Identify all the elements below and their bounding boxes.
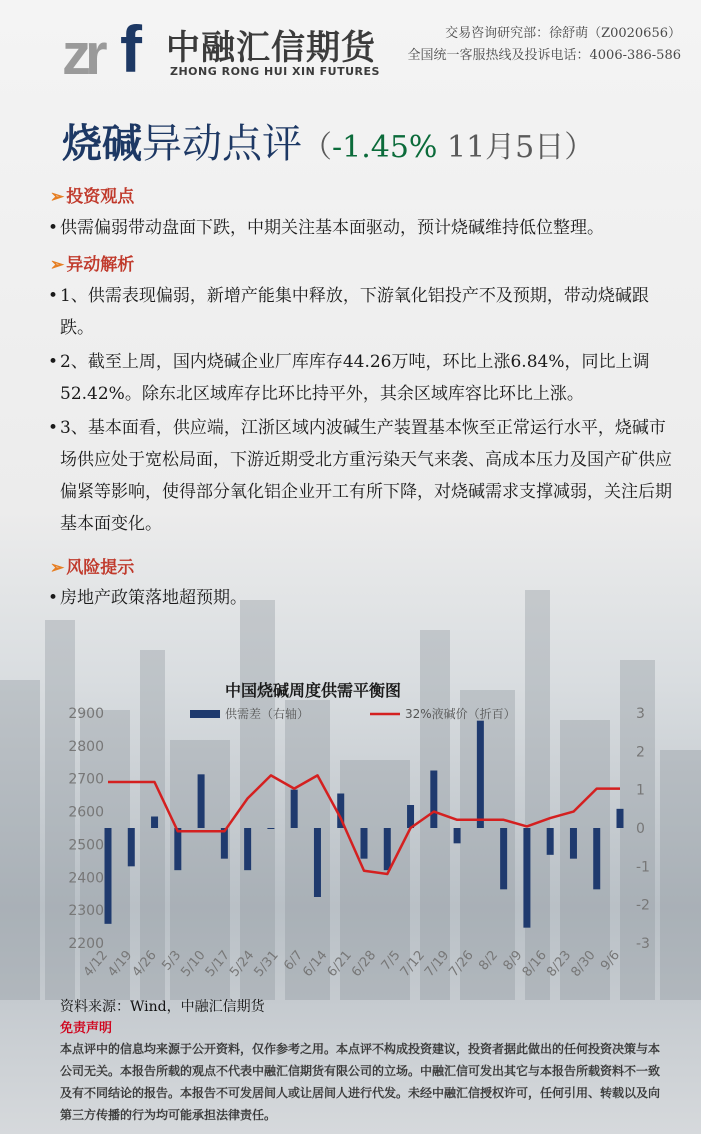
line-caustic-soda-price [108, 775, 620, 874]
bar-supply-demand-gap [128, 828, 135, 866]
bar-supply-demand-gap [593, 828, 600, 889]
bar-supply-demand-gap [617, 809, 624, 828]
left-axis-tick: 2500 [68, 837, 104, 854]
section-analysis-title: ➢ 异动解析 [50, 255, 135, 275]
bar-supply-demand-gap [407, 805, 414, 828]
x-axis-tick: 6/28 [348, 947, 380, 980]
bullet-icon: • [48, 218, 59, 238]
x-axis-tick: 7/5 [378, 947, 404, 974]
x-axis-tick: 6/7 [281, 947, 307, 974]
bullet-icon: • [48, 418, 59, 438]
page-title [62, 112, 594, 169]
x-axis-tick: 4/12 [80, 947, 112, 980]
x-axis-tick: 4/19 [105, 947, 136, 980]
bar-supply-demand-gap [291, 790, 298, 828]
right-axis-tick: -2 [636, 897, 650, 914]
x-axis-tick: 5/3 [159, 947, 185, 974]
arrow-icon: ➢ [50, 187, 65, 207]
chart-title: 中国烧碱周度供需平衡图 [224, 681, 402, 700]
bar-supply-demand-gap [174, 828, 181, 870]
contact-researcher: 交易咨询研究部：徐舒萌（Z0020656） [445, 26, 681, 41]
left-axis-tick: 2600 [68, 804, 104, 821]
title-main: 异动点评 [142, 121, 302, 167]
right-axis-tick: 3 [636, 706, 645, 722]
right-axis-tick: 0 [636, 821, 645, 837]
bar-supply-demand-gap [221, 828, 228, 859]
svg-text:f: f [120, 12, 142, 78]
right-axis-tick: 1 [636, 782, 645, 799]
analysis-item-2: • 2、截至上周，国内烧碱企业厂库库存44.26万吨，环比上涨6.84%，同比上调52.42%。除东北区域库存比环比持平外，其余区域库容比环比上涨。 [48, 346, 678, 410]
bar-supply-demand-gap [477, 721, 484, 828]
bar-supply-demand-gap [361, 828, 368, 859]
header [0, 0, 701, 90]
analysis-item-3: • 3、基本面看，供应端，江浙区域内波碱生产装置基本恢至正常运行水平，烧碱市场供应处于宽松局面，下游近期受北方重污染天气来袭、高成本压力及国产矿供应偏紧等影响，使得部分氧化铝企业开工有所下降，对烧碱需求支撑减弱，关注后期基本面变化。 [48, 412, 678, 540]
view-paragraph: • 供需偏弱带动盘面下跌，中期关注基本面驱动，预计烧碱维持低位整理。 [48, 212, 678, 244]
legend-label-bars: 供需差（右轴） [225, 707, 310, 721]
title-paren: （ [302, 130, 332, 165]
x-axis-tick: 9/6 [598, 947, 624, 974]
x-axis-tick: 8/2 [476, 947, 502, 974]
bar-supply-demand-gap [151, 817, 158, 829]
source-note: 资料来源：Wind，中融汇信期货 [60, 999, 265, 1015]
risk-paragraph: • 房地产政策落地超预期。 [48, 582, 678, 614]
x-axis-tick: 6/21 [324, 947, 355, 980]
legend-label-line: 32%液碱价（折百） [405, 707, 516, 721]
x-axis-tick: 7/12 [397, 947, 429, 980]
title-date: 11月5日） [437, 130, 595, 165]
x-axis-tick: 5/17 [202, 947, 233, 980]
title-change: -1.45% [332, 130, 438, 165]
x-axis-tick: 8/16 [519, 947, 550, 980]
left-axis-tick: 2700 [68, 771, 104, 788]
bar-supply-demand-gap [105, 828, 112, 924]
left-axis-tick: 2900 [68, 706, 104, 722]
bullet-icon: • [48, 352, 59, 372]
x-axis-tick: 8/9 [500, 947, 526, 974]
svg-text:zr: zr [62, 22, 102, 78]
title-product: 烧碱 [62, 120, 142, 167]
x-axis-tick: 7/19 [422, 947, 453, 980]
x-axis-tick: 7/26 [446, 947, 477, 980]
supply-demand-chart [50, 672, 690, 994]
left-axis-tick: 2400 [68, 870, 104, 887]
right-axis-tick: 2 [636, 744, 645, 761]
section-risk-title: ➢ 风险提示 [50, 558, 135, 578]
arrow-icon: ➢ [50, 255, 65, 275]
bar-supply-demand-gap [384, 828, 391, 870]
left-axis-tick: 2800 [68, 738, 104, 755]
legend-swatch-bars [190, 710, 220, 718]
right-axis-tick: -3 [636, 936, 650, 952]
bar-supply-demand-gap [314, 828, 321, 897]
section-view-title: ➢ 投资观点 [50, 187, 135, 207]
bar-supply-demand-gap [547, 828, 554, 855]
bar-supply-demand-gap [570, 828, 577, 859]
disclaimer-text: 本点评中的信息均来源于公开资料，仅作参考之用。本点评不构成投资建议，投资者据此做出的任何投资决策与本公司无关。本报告所载的观点不代表中融汇信期货有限公司的立场。中融汇信可发出其它与本报告所载资料不一致及有不同结论的报告。本报告不可发居间人或让居间人进行代发。未经中融汇信授权许可，任何引用、转载以及向第三方传播的行为均可能承担法律责任。 [60, 1042, 661, 1122]
arrow-icon: ➢ [50, 558, 65, 578]
analysis-item-1: • 1、供需表现偏弱，新增产能集中释放，下游氧化铝投产不及预期，带动烧碱跟跌。 [48, 280, 678, 344]
x-axis-tick: 8/30 [568, 947, 599, 980]
bar-supply-demand-gap [198, 774, 205, 828]
left-axis-tick: 2200 [68, 936, 104, 952]
company-logo-icon [62, 12, 162, 78]
right-axis-tick: -1 [636, 859, 650, 876]
bar-supply-demand-gap [523, 828, 530, 928]
x-axis-tick: 5/31 [251, 947, 282, 980]
bullet-icon: • [48, 286, 59, 306]
disclaimer-title: 免责声明 [60, 1021, 113, 1036]
x-axis-tick: 6/14 [300, 947, 331, 980]
bar-supply-demand-gap [244, 828, 251, 870]
bar-supply-demand-gap [267, 828, 274, 829]
x-axis-tick: 8/23 [544, 947, 575, 980]
bar-supply-demand-gap [454, 828, 461, 843]
x-axis-tick: 5/24 [227, 947, 258, 980]
bar-supply-demand-gap [430, 771, 437, 829]
bar-supply-demand-gap [500, 828, 507, 889]
left-axis-tick: 2300 [68, 903, 104, 920]
logo-company-name-en: ZHONG RONG HUI XIN FUTURES [170, 65, 380, 78]
logo-company-name: 中融汇信期货 [166, 28, 376, 68]
contact-hotline: 全国统一客服热线及投诉电话：4006-386-586 [407, 48, 681, 63]
x-axis-tick: 4/26 [129, 947, 160, 980]
x-axis-tick: 5/10 [178, 947, 209, 980]
bullet-icon: • [48, 588, 59, 608]
